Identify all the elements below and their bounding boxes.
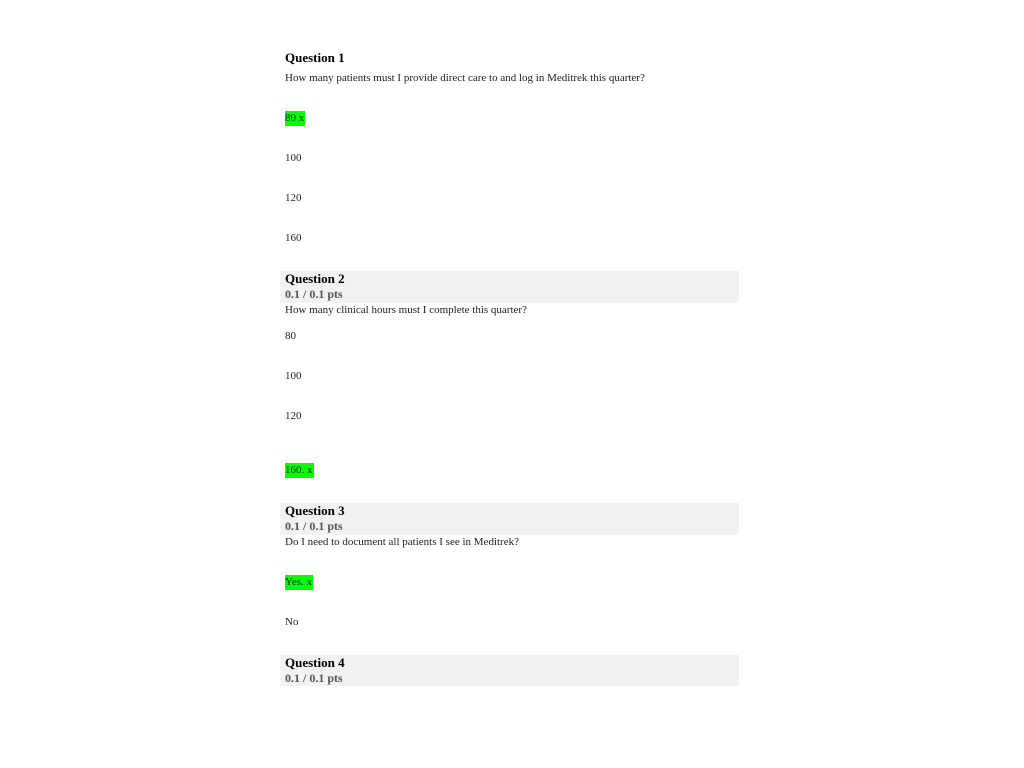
question-2-option-1: 80 (285, 330, 296, 342)
question-2-option-3: 120 (285, 410, 302, 422)
question-2-option-2: 100 (285, 370, 302, 382)
question-3-title: Question 3 (285, 503, 345, 518)
question-1-option-2: 100 (285, 152, 302, 164)
question-1-option-1: 80 x (285, 112, 305, 124)
question-2-option-4: 160. x (285, 464, 313, 476)
question-2-points: 0.1 / 0.1 pts (285, 287, 343, 301)
question-3-option-1: Yes. x (285, 576, 313, 588)
question-1-text: How many patients must I provide direct care to and log in Meditrek this quarter? (285, 72, 645, 84)
question-4-header (280, 655, 739, 686)
question-4-points: 0.1 / 0.1 pts (285, 671, 343, 685)
question-1-option-4: 160 (285, 232, 302, 244)
question-2-title: Question 2 (285, 271, 345, 286)
question-3-header (280, 503, 739, 535)
question-2-header (280, 271, 739, 303)
question-3-points: 0.1 / 0.1 pts (285, 519, 343, 533)
question-2-text: How many clinical hours must I complete this quarter? (285, 304, 527, 316)
question-3-option-2: No (285, 616, 299, 628)
question-1-header (280, 50, 739, 66)
question-1-option-3: 120 (285, 192, 302, 204)
question-4-title: Question 4 (285, 655, 345, 670)
question-1-title: Question 1 (285, 50, 345, 65)
question-3-text: Do I need to document all patients I see in Meditrek? (285, 536, 519, 548)
